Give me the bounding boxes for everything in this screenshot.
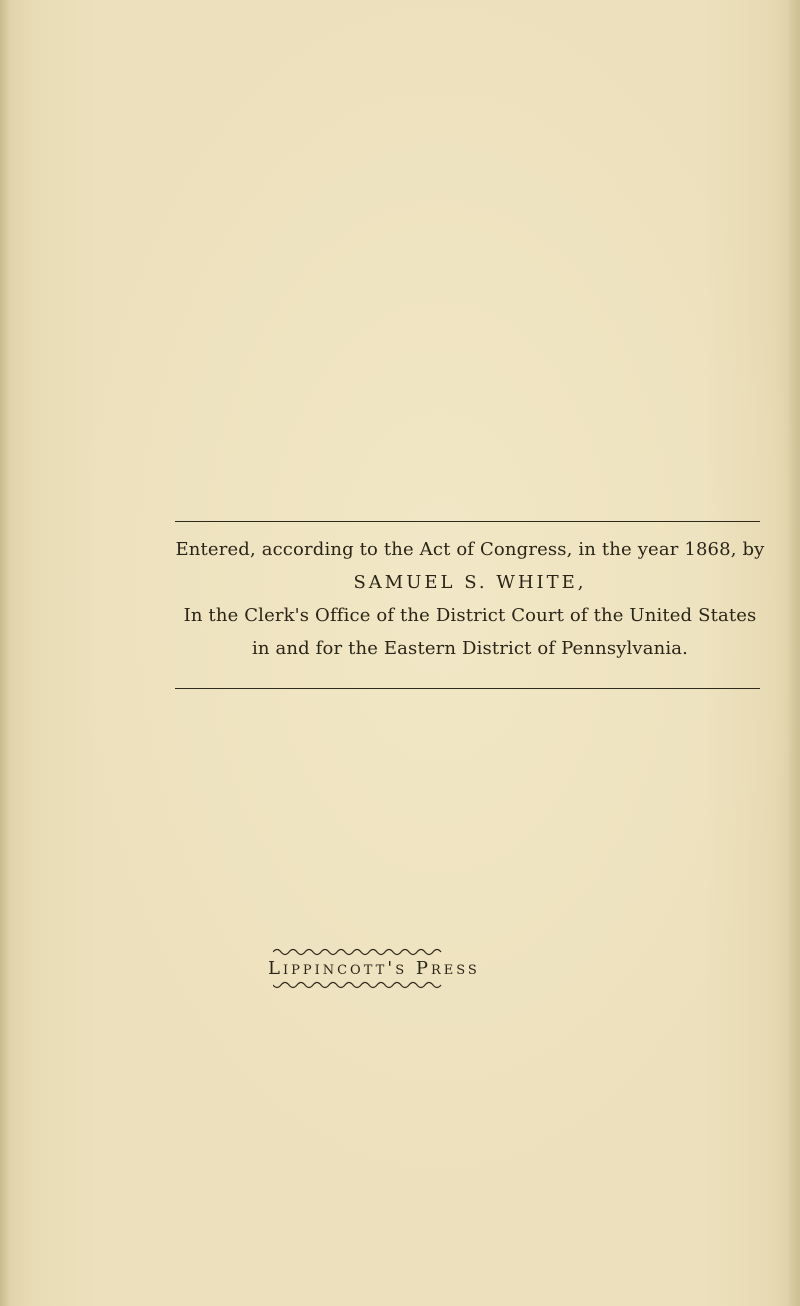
bottom-wave-ornament xyxy=(273,981,443,991)
top-rule xyxy=(175,521,760,522)
bottom-rule xyxy=(175,688,760,689)
copyright-line-clerk-office: In the Clerk's Office of the District Court of the United States xyxy=(183,605,757,626)
press-name: Lippincott's Press xyxy=(268,958,480,979)
page-left-edge xyxy=(0,0,10,1306)
copyright-line-district: in and for the Eastern District of Pennsylvania. xyxy=(251,638,689,659)
copyright-holder-name: SAMUEL S. WHITE, xyxy=(353,572,587,593)
copyright-notice xyxy=(150,533,790,665)
copyright-line-entered: Entered, according to the Act of Congress, in the year 1868, by xyxy=(175,539,765,560)
printer-imprint xyxy=(268,946,480,1026)
top-wave-ornament xyxy=(273,946,443,956)
